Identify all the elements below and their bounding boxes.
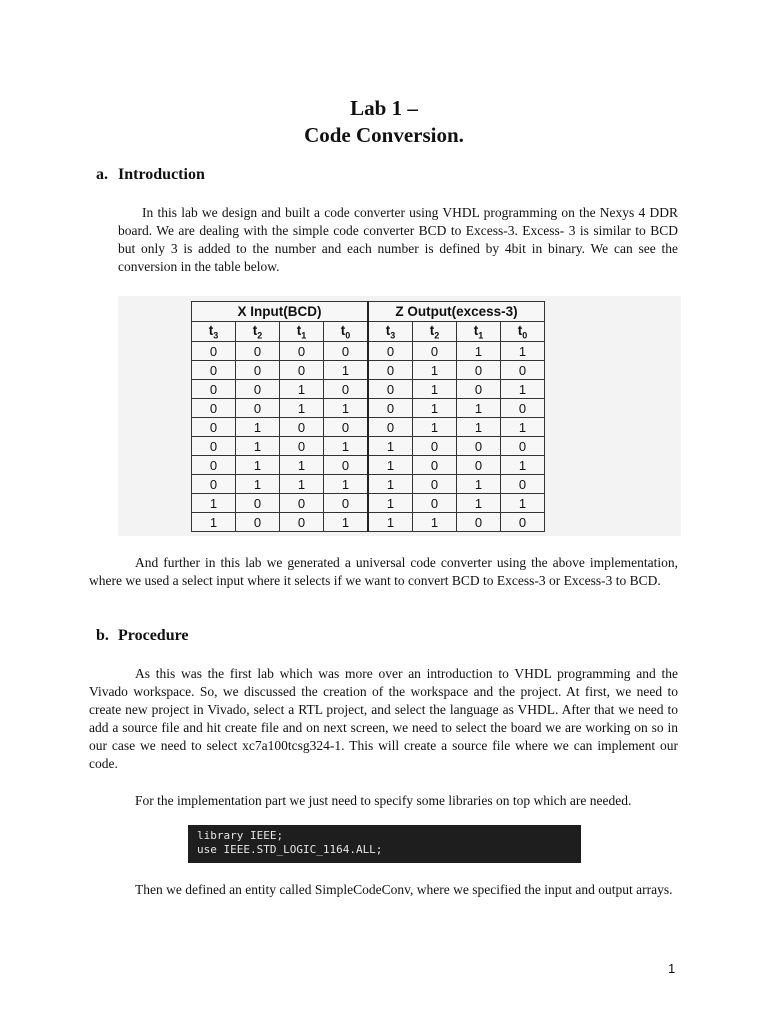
table-cell: 0 — [280, 437, 324, 456]
table-cell: 1 — [324, 361, 369, 380]
column-letter: t — [473, 322, 479, 338]
table-cell: 1 — [413, 380, 457, 399]
column-subscript: 0 — [522, 330, 528, 341]
table-row — [192, 361, 545, 380]
table-cell: 0 — [368, 361, 413, 380]
table-cell: 0 — [324, 380, 369, 399]
table-cell: 0 — [236, 342, 280, 361]
table-cell: 1 — [413, 513, 457, 532]
table-cell: 1 — [413, 399, 457, 418]
table-cell: 1 — [192, 494, 236, 513]
table-cell: 1 — [457, 399, 501, 418]
table-cell: 0 — [236, 380, 280, 399]
table-cell: 1 — [501, 494, 545, 513]
table-cell: 1 — [236, 437, 280, 456]
table-row — [192, 513, 545, 532]
conversion-table — [191, 301, 545, 532]
table-cell: 0 — [192, 380, 236, 399]
column-subscript: 0 — [345, 330, 351, 341]
column-letter: t — [252, 322, 258, 338]
table-cell: 0 — [413, 342, 457, 361]
table-cell: 0 — [501, 475, 545, 494]
column-letter: t — [340, 322, 346, 338]
code-line: library IEEE; — [197, 829, 284, 842]
table-cell: 0 — [324, 342, 369, 361]
intro-paragraph: In this lab we design and built a code converter using VHDL programming on the Nexys 4 DDR board. We are dealing with the simple code converter BCD to Excess-3. Excess- 3 is similar to BCD but only 3 is added to the number and each number is defined by 4bit in binary. We can see the conversion in the table below. — [118, 205, 678, 274]
column-header — [324, 322, 369, 342]
group-header-input: X Input(BCD) — [192, 302, 369, 322]
column-letter: t — [517, 322, 523, 338]
column-header — [280, 322, 324, 342]
column-subscript: 1 — [301, 330, 307, 341]
table-cell: 0 — [236, 361, 280, 380]
table-cell: 1 — [501, 342, 545, 361]
table-row — [192, 418, 545, 437]
section-a-title: Introduction — [118, 166, 205, 183]
table-cell: 1 — [192, 513, 236, 532]
table-cell: 1 — [236, 475, 280, 494]
table-cell: 0 — [192, 361, 236, 380]
table-cell: 0 — [457, 456, 501, 475]
code-snippet — [188, 825, 581, 863]
table-cell: 1 — [368, 437, 413, 456]
table-cell: 1 — [368, 475, 413, 494]
table-cell: 1 — [324, 437, 369, 456]
table-cell: 0 — [280, 361, 324, 380]
table-cell: 1 — [324, 399, 369, 418]
table-cell: 1 — [457, 494, 501, 513]
table-cell: 1 — [413, 418, 457, 437]
table-cell: 0 — [280, 342, 324, 361]
column-letter: t — [385, 322, 391, 338]
section-a-heading — [96, 166, 205, 184]
table-row — [192, 380, 545, 399]
table-cell: 0 — [192, 437, 236, 456]
table-row — [192, 475, 545, 494]
table-cell: 0 — [368, 380, 413, 399]
table-cell: 0 — [457, 361, 501, 380]
section-b-letter: b. — [96, 627, 109, 644]
table-cell: 0 — [501, 361, 545, 380]
column-letter: t — [208, 322, 214, 338]
section-b-heading — [96, 627, 189, 645]
column-subscript: 3 — [390, 330, 396, 341]
column-header — [192, 322, 236, 342]
table-row — [192, 399, 545, 418]
table-cell: 1 — [280, 380, 324, 399]
column-header — [413, 322, 457, 342]
implementation-paragraph: For the implementation part we just need to specify some libraries on top which are needed. — [135, 793, 632, 808]
table-cell: 0 — [192, 418, 236, 437]
table-row — [192, 342, 545, 361]
table-cell: 1 — [501, 380, 545, 399]
column-header — [368, 322, 413, 342]
procedure-paragraph: As this was the first lab which was more over an introduction to VHDL programming and the Vivado workspace. So, we discussed the creation of the workspace and the project. At first, we need to create new project in Vivado, select a RTL project, and select the language as VHDL. After that we need to add a source file and hit create file and on next screen, we need to select the board we are working on so in our case we need to select xc7a100tcsg324-1. This will create a source file where we can implement our code. — [89, 666, 678, 771]
table-cell: 0 — [192, 456, 236, 475]
column-subscript: 2 — [257, 330, 263, 341]
table-cell: 0 — [280, 513, 324, 532]
table-cell: 0 — [192, 399, 236, 418]
table-cell: 0 — [413, 475, 457, 494]
page-title-line1: Lab 1 – — [350, 96, 418, 120]
table-cell: 1 — [236, 418, 280, 437]
table-cell: 1 — [457, 418, 501, 437]
table-cell: 1 — [457, 475, 501, 494]
table-cell: 0 — [413, 456, 457, 475]
table-cell: 1 — [501, 418, 545, 437]
column-header — [236, 322, 280, 342]
table-cell: 1 — [501, 456, 545, 475]
column-subscript: 1 — [478, 330, 484, 341]
table-cell: 1 — [236, 456, 280, 475]
section-b-title: Procedure — [118, 627, 189, 644]
column-subscript: 3 — [213, 330, 219, 341]
table-cell: 0 — [501, 437, 545, 456]
table-cell: 1 — [368, 513, 413, 532]
table-cell: 1 — [280, 475, 324, 494]
table-cell: 1 — [457, 342, 501, 361]
table-cell: 0 — [413, 437, 457, 456]
table-cell: 0 — [457, 513, 501, 532]
intro-paragraph-2: And further in this lab we generated a universal code converter using the above implementation, where we used a select input where it selects if we want to convert BCD to Excess-3 or Excess-3 to BCD. — [89, 555, 678, 588]
table-cell: 0 — [368, 399, 413, 418]
table-cell: 0 — [192, 475, 236, 494]
table-cell: 0 — [501, 513, 545, 532]
table-cell: 1 — [413, 361, 457, 380]
table-cell: 0 — [457, 380, 501, 399]
table-cell: 0 — [413, 494, 457, 513]
table-row — [192, 437, 545, 456]
table-cell: 0 — [236, 494, 280, 513]
column-header — [457, 322, 501, 342]
conversion-table-image — [118, 296, 681, 536]
entity-paragraph: Then we defined an entity called SimpleCodeConv, where we specified the input and output arrays. — [135, 882, 673, 897]
table-cell: 1 — [280, 456, 324, 475]
table-cell: 0 — [457, 437, 501, 456]
table-cell: 0 — [368, 342, 413, 361]
table-cell: 1 — [368, 494, 413, 513]
table-cell: 0 — [324, 418, 369, 437]
table-cell: 1 — [324, 475, 369, 494]
table-row — [192, 456, 545, 475]
column-header — [501, 322, 545, 342]
code-line: use IEEE.STD_LOGIC_1164.ALL; — [197, 843, 383, 856]
column-letter: t — [429, 322, 435, 338]
table-cell: 1 — [280, 399, 324, 418]
table-cell: 1 — [324, 513, 369, 532]
table-cell: 1 — [368, 456, 413, 475]
table-cell: 0 — [324, 456, 369, 475]
page-title-line2: Code Conversion. — [304, 123, 464, 147]
group-header-output: Z Output(excess-3) — [368, 302, 545, 322]
section-a-letter: a. — [96, 166, 108, 183]
table-cell: 0 — [192, 342, 236, 361]
table-cell: 0 — [368, 418, 413, 437]
page-number: 1 — [668, 961, 676, 976]
table-cell: 0 — [501, 399, 545, 418]
column-letter: t — [296, 322, 302, 338]
table-cell: 0 — [280, 494, 324, 513]
table-cell: 0 — [324, 494, 369, 513]
table-cell: 0 — [236, 513, 280, 532]
table-cell: 0 — [236, 399, 280, 418]
table-cell: 0 — [280, 418, 324, 437]
column-subscript: 2 — [434, 330, 440, 341]
table-row — [192, 494, 545, 513]
